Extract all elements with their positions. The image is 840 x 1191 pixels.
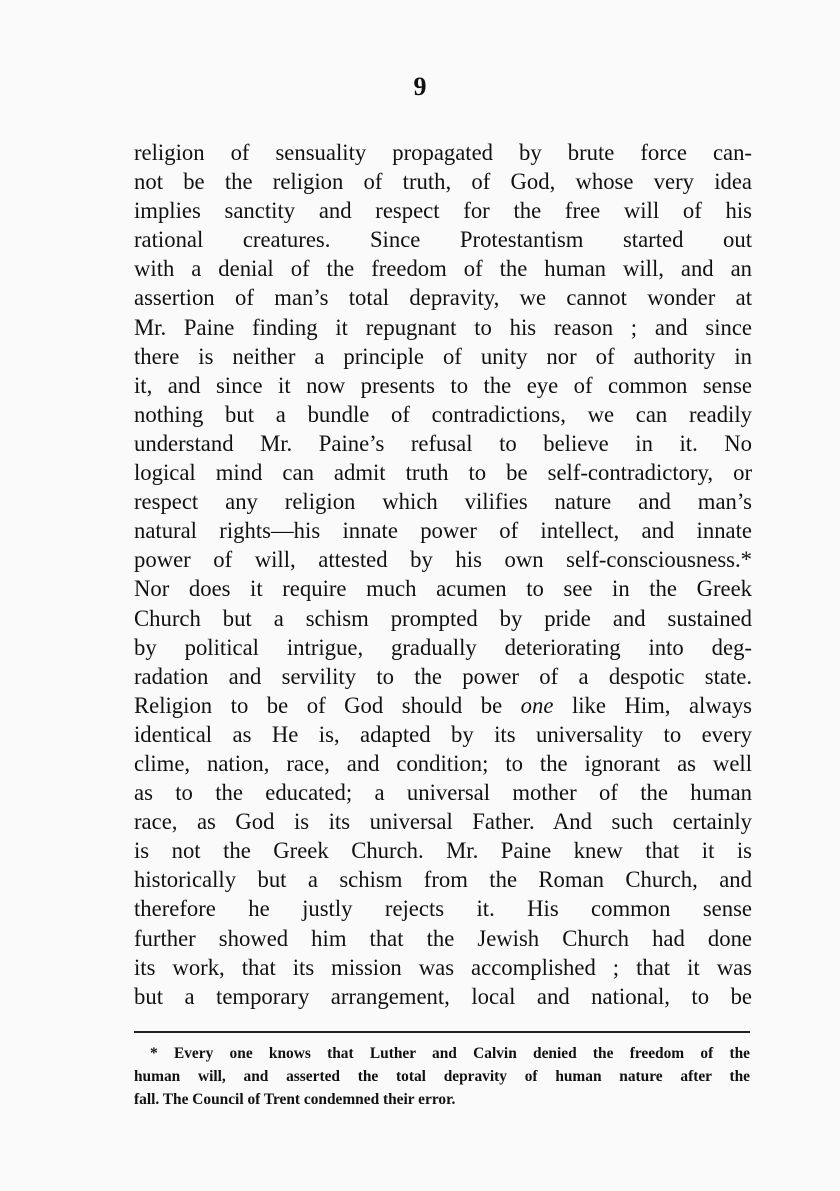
footnote <box>134 1042 750 1111</box>
body-line: historically but a schism from the Roman Church, and <box>134 867 752 893</box>
body-line: with a denial of the freedom of the human will, and an <box>134 256 752 282</box>
body-line: it, and since it now presents to the eye of common sense <box>134 372 752 398</box>
line-text-after: like Him, always <box>553 692 752 718</box>
body-line: its work, that its mission was accomplished ; that it was <box>134 954 752 980</box>
body-line: logical mind can admit truth to be self-contradictory, or <box>134 460 752 486</box>
body-line: as to the educated; a universal mother of the human <box>134 780 752 806</box>
emphasis-text: one <box>520 692 554 718</box>
body-line: clime, nation, race, and condition; to the ignorant as well <box>134 750 752 776</box>
body-line: radation and servility to the power of a despotic state. <box>134 663 752 689</box>
body-line: natural rights—his innate power of intellect, and innate <box>134 518 752 544</box>
body-line: Nor does it require much acumen to see in the Greek <box>134 576 752 602</box>
footnote-line: * Every one knows that Luther and Calvin denied the freedom of the <box>150 1045 750 1062</box>
body-line: further showed him that the Jewish Church had done <box>134 925 752 951</box>
footnote-line: fall. The Council of Trent condemned their error. <box>134 1091 456 1108</box>
body-line: respect any religion which vilifies nature and man’s <box>134 489 752 515</box>
body-line: but a temporary arrangement, local and national, to be <box>134 983 752 1009</box>
body-line: therefore he justly rejects it. His common sense <box>134 896 752 922</box>
body-line: there is neither a principle of unity nor of authority in <box>134 343 752 369</box>
body-line: nothing but a bundle of contradictions, we can readily <box>134 401 752 427</box>
body-line: is not the Greek Church. Mr. Paine knew that it is <box>134 838 752 864</box>
body-line-with-emphasis <box>134 691 752 720</box>
body-line: rational creatures. Since Protestantism started out <box>134 227 752 253</box>
line-text-before: Religion to be of God should be <box>134 692 521 718</box>
body-line: religion of sensuality propagated by brute force can- <box>134 140 752 165</box>
body-line: not be the religion of truth, of God, whose very idea <box>134 169 752 195</box>
footnote-line: human will, and asserted the total depravity of human nature after the <box>134 1068 750 1085</box>
body-line: race, as God is its universal Father. And such certainly <box>134 809 752 835</box>
body-line: Mr. Paine finding it repugnant to his reason ; and since <box>134 314 752 340</box>
body-line: Church but a schism prompted by pride and sustained <box>134 605 752 631</box>
footnote-divider <box>134 1031 750 1033</box>
body-line: understand Mr. Paine’s refusal to believe in it. No <box>134 430 752 456</box>
body-line: implies sanctity and respect for the free will of his <box>134 198 752 224</box>
page-number: 9 <box>413 72 427 101</box>
body-text <box>134 138 752 1011</box>
body-line: assertion of man’s total depravity, we cannot wonder at <box>134 285 752 311</box>
body-line: power of will, attested by his own self-consciousness.* <box>134 547 752 573</box>
body-line: by political intrigue, gradually deteriorating into deg- <box>134 634 752 660</box>
body-line: identical as He is, adapted by its universality to every <box>134 721 752 747</box>
